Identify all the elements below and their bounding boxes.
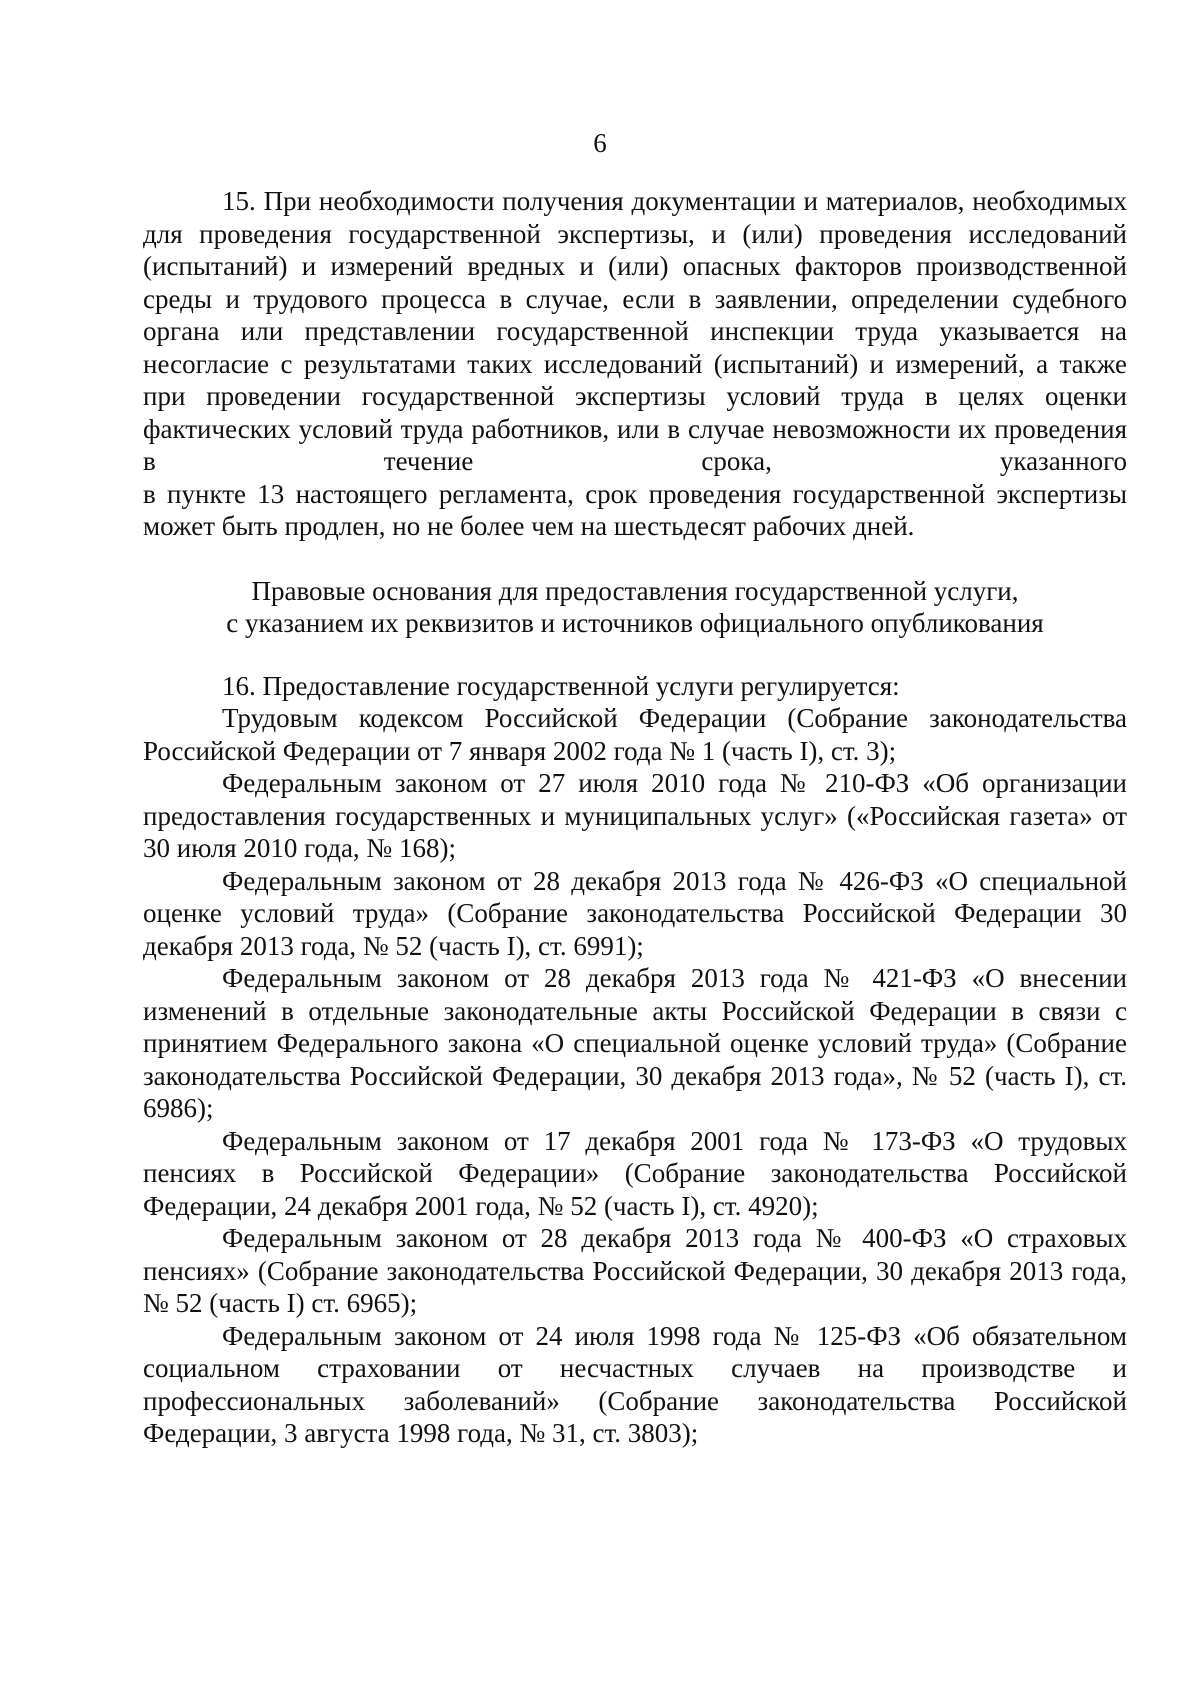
legal-basis-item: Федеральным законом от 17 декабря 2001 года № 173-ФЗ «О трудовых пенсиях в Российской Федерации» (Собрание законодательства Российской Федерации, 24 декабря 2001 года, № 52 (часть I), ст. 4920); (143, 1125, 1127, 1221)
legal-basis-item: Трудовым кодексом Российской Федерации (Собрание законодательства Российской Федерации от 7 января 2002 года № 1 (часть I), ст. 3); (143, 703, 1127, 766)
legal-basis-item: Федеральным законом от 27 июля 2010 года № 210-ФЗ «Об организации предоставления государственных и муниципальных услуг» («Российская газета» от 30 июля 2010 года, № 168); (143, 768, 1127, 863)
paragraph-15-part-1: 15. При необходимости получения документации и материалов, необходимых для проведения государственной экспертизы, и (или) проведения исследований (испытаний) и измерений вредных и (или) опасных факторов производственной среды и трудового процесса в случае, если в заявлении, определении судебного органа или представлении государственной инспекции труда указывается на несогласие с результатами таких исследований (испытаний) и измерений, а также при проведении государственной экспертизы условий труда в целях оценки фактических условий труда работников, или в случае невозможности их проведения в течение срока, указанного (143, 186, 1127, 476)
document-body (143, 185, 1127, 1450)
paragraph-15-part-2: в пункте 13 настоящего регламента, срок проведения государственной экспертизы может быть продлен, но не более чем на шестьдесят рабочих дней. (143, 478, 1127, 541)
legal-basis-item: Федеральным законом от 28 декабря 2013 года № 426-ФЗ «О специальной оценке условий труда» (Собрание законодательства Российской Федерации 30 декабря 2013 года, № 52 (часть I), ст. 6991); (143, 865, 1127, 961)
paragraph-16-intro: 16. Предоставление государственной услуги регулируется: (222, 670, 900, 701)
section-heading (143, 575, 1127, 640)
section-heading-line-2: с указанием их реквизитов и источников официального опубликования (226, 608, 1044, 638)
page-number: 6 (593, 128, 607, 158)
legal-basis-item: Федеральным законом от 28 декабря 2013 года № 400-ФЗ «О страховых пенсиях» (Собрание законодательства Российской Федерации, 30 декабря 2013 года, № 52 (часть I) ст. 6965); (143, 1223, 1127, 1318)
legal-basis-item: Федеральным законом от 24 июля 1998 года № 125-ФЗ «Об обязательном социальном страховании от несчастных случаев на производстве и профессиональных заболеваний» (Собрание законодательства Российской Федерации, 3 августа 1998 года, № 31, ст. 3803); (143, 1320, 1127, 1448)
section-heading-line-1: Правовые основания для предоставления государственной услуги, (251, 575, 1019, 606)
legal-basis-item: Федеральным законом от 28 декабря 2013 года № 421-ФЗ «О внесении изменений в отдельные законодательные акты Российской Федерации в связи с принятием Федерального закона «О специальной оценке условий труда» (Собрание законодательства Российской Федерации, 30 декабря 2013 года», № 52 (часть I), ст. 6986); (143, 963, 1127, 1123)
